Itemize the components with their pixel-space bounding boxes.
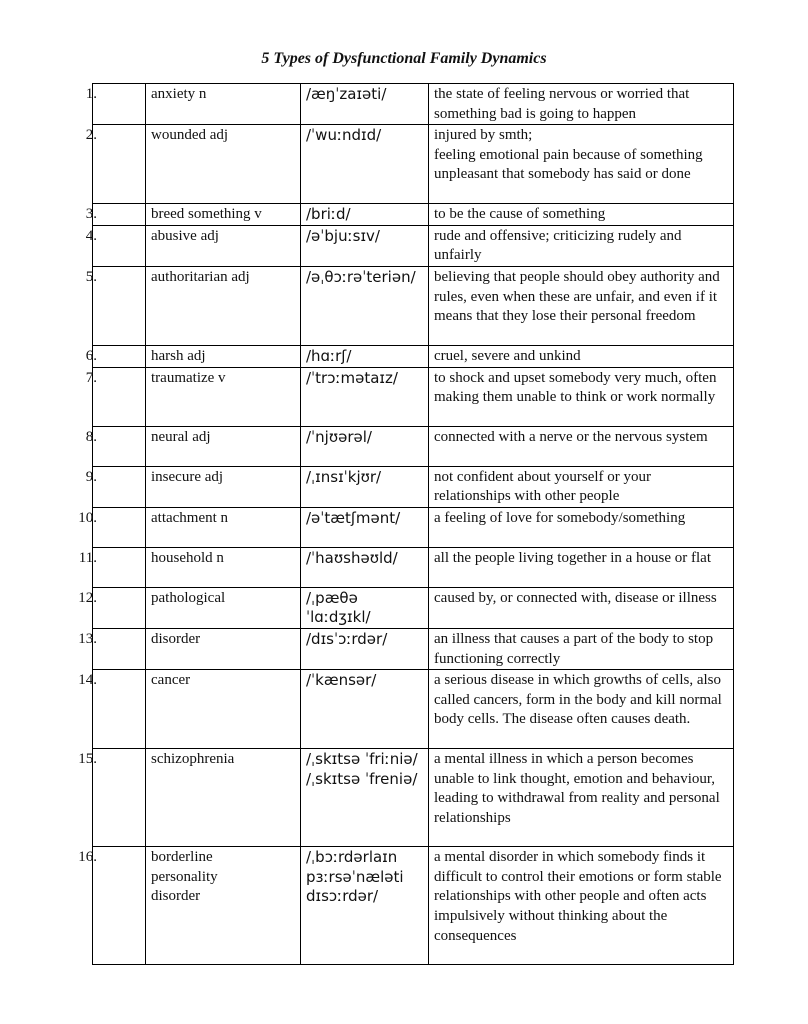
transcription: /ˌbɔːrdərlaɪn pɜːrsəˈnæləti dɪsɔːrdər/: [306, 848, 404, 906]
table-row: [93, 749, 734, 847]
row-number: 14.: [78, 672, 97, 689]
word: borderline personality disorder: [151, 849, 218, 905]
word-cell: [146, 507, 301, 547]
transcription-cell: [301, 266, 429, 345]
table-row: [93, 628, 734, 669]
word-cell: [146, 587, 301, 628]
transcription-cell: [301, 587, 429, 628]
word-cell: [146, 204, 301, 226]
word: disorder: [151, 630, 201, 647]
table-row: [93, 670, 734, 749]
word-cell: [146, 345, 301, 367]
word: breed something v: [151, 206, 262, 223]
definition-cell: [429, 547, 734, 587]
row-number: 5.: [85, 268, 97, 285]
transcription: /ˌɪnsɪˈkjʊr/: [306, 467, 382, 486]
definition: connected with a nerve or the nervous system: [434, 428, 708, 445]
definition: a mental disorder in which somebody finds it difficult to control their emotions or form stable relationships with other people and often acts impulsively without thinking about the consequences: [434, 849, 722, 944]
word-cell: [146, 670, 301, 749]
word: pathological: [151, 589, 226, 606]
vocabulary-table: [78, 83, 734, 965]
row-number: 2.: [85, 127, 97, 144]
word-cell: [146, 225, 301, 266]
transcription-cell: [301, 628, 429, 669]
word-cell: [146, 125, 301, 204]
transcription: /əˈbjuːsɪv/: [306, 226, 380, 245]
table-row: [93, 587, 734, 628]
transcription: /hɑːrʃ/: [306, 346, 352, 365]
definition: to shock and upset somebody very much, often making them unable to think or work normally: [434, 369, 717, 406]
transcription: /ˌskɪtsə ˈfriːniə/ /ˌskɪtsə ˈfreniə/: [306, 750, 418, 788]
transcription: /əˌθɔːrəˈteriən/: [306, 267, 416, 286]
definition: believing that people should obey authority and rules, even when these are unfair, and even if it means that they lose their personal freedom: [434, 268, 720, 325]
blank-cell: [85, 125, 146, 204]
blank-cell: [85, 204, 146, 226]
definition-cell: [429, 204, 734, 226]
definition-cell: [429, 225, 734, 266]
row-number: 12.: [78, 589, 97, 606]
row-number: 4.: [85, 227, 97, 244]
transcription: /briːd/: [306, 205, 351, 224]
word-cell: [146, 84, 301, 125]
transcription: /ˈkænsər/: [306, 671, 377, 690]
blank-cell: [85, 225, 146, 266]
row-number: 3.: [85, 206, 97, 223]
row-number: 7.: [85, 369, 97, 386]
transcription-cell: [301, 225, 429, 266]
word: authoritarian adj: [151, 268, 250, 285]
row-number: 11.: [78, 549, 97, 566]
word-cell: [146, 426, 301, 466]
table-row: [93, 426, 734, 466]
definition-cell: [429, 587, 734, 628]
word-cell: [146, 466, 301, 507]
definition-cell: [429, 367, 734, 426]
table-row: [93, 84, 734, 125]
table-row: [93, 204, 734, 226]
definition: a feeling of love for somebody/something: [434, 509, 686, 526]
word: attachment n: [151, 509, 229, 526]
word: harsh adj: [151, 347, 206, 364]
transcription-cell: [301, 749, 429, 847]
transcription: /ˌpæθə ˈlɑːdʒɪkl/: [306, 588, 371, 627]
table-row: [93, 507, 734, 547]
row-number: 6.: [85, 347, 97, 364]
definition: a mental illness in which a person becomes unable to link thought, emotion and behaviour, leading to withdrawal from reality and personal relationships: [434, 751, 720, 826]
table-row: [93, 466, 734, 507]
definition: to be the cause of something: [434, 206, 606, 223]
transcription-cell: [301, 547, 429, 587]
blank-cell: [78, 547, 146, 587]
word: household n: [151, 549, 224, 566]
definition: the state of feeling nervous or worried that something bad is going to happen: [434, 86, 690, 122]
transcription-cell: [301, 345, 429, 367]
word-cell: [146, 367, 301, 426]
definition: all the people living together in a house or flat: [434, 549, 712, 566]
table-row: [93, 847, 734, 965]
word: wounded adj: [151, 127, 229, 144]
transcription: /æŋˈzaɪəti/: [306, 85, 387, 103]
blank-cell: [85, 466, 146, 507]
transcription-cell: [301, 204, 429, 226]
word: cancer: [151, 672, 191, 689]
transcription-cell: [301, 84, 429, 125]
blank-cell: [78, 628, 146, 669]
row-number: 9.: [85, 468, 97, 485]
blank-cell: [85, 266, 146, 345]
definition: not confident about yourself or your relationships with other people: [434, 468, 652, 505]
transcription: /ˈwuːndɪd/: [306, 126, 382, 145]
definition-cell: [429, 507, 734, 547]
table-row: [93, 367, 734, 426]
word: abusive adj: [151, 227, 219, 244]
word: insecure adj: [151, 468, 224, 485]
transcription: /ˈnjʊərəl/: [306, 427, 372, 446]
definition-cell: [429, 749, 734, 847]
blank-cell: [78, 749, 146, 847]
definition: an illness that causes a part of the body to stop functioning correctly: [434, 630, 714, 667]
blank-cell: [85, 345, 146, 367]
transcription-cell: [301, 847, 429, 965]
transcription: /əˈtætʃmənt/: [306, 508, 401, 527]
word-cell: [146, 749, 301, 847]
table-row: [93, 125, 734, 204]
definition: caused by, or connected with, disease or illness: [434, 589, 717, 606]
word: anxiety n: [151, 86, 207, 102]
definition-cell: [429, 670, 734, 749]
definition-cell: [429, 84, 734, 125]
document-title: 5 Types of Dysfunctional Family Dynamics: [261, 50, 547, 67]
definition-cell: [429, 345, 734, 367]
definition-cell: [429, 426, 734, 466]
blank-cell: [78, 587, 146, 628]
row-number: 13.: [78, 630, 97, 647]
transcription: /ˈhaʊshəʊld/: [306, 548, 398, 567]
definition-cell: [429, 125, 734, 204]
word: traumatize v: [151, 369, 226, 386]
definition: cruel, severe and unkind: [434, 347, 581, 364]
table-row: [93, 266, 734, 345]
transcription: /ˈtrɔːmətaɪz/: [306, 368, 398, 387]
table-row: [93, 547, 734, 587]
blank-cell: [85, 426, 146, 466]
table-row: [93, 345, 734, 367]
definition-cell: [429, 466, 734, 507]
definition: rude and offensive; criticizing rudely and unfairly: [434, 227, 682, 264]
word: schizophrenia: [151, 751, 235, 768]
word-cell: [146, 266, 301, 345]
definition-cell: [429, 847, 734, 965]
row-number: 15.: [78, 751, 97, 768]
word: neural adj: [151, 428, 211, 445]
blank-cell: [78, 670, 146, 749]
definition: a serious disease in which growths of cells, also called cancers, form in the body and kill normal body cells. The disease often causes death.: [434, 672, 722, 728]
table-row: [93, 225, 734, 266]
row-number: 10.: [78, 509, 97, 526]
blank-cell: [78, 847, 146, 965]
row-number: 8.: [85, 428, 97, 445]
vocabulary-table-body: [78, 84, 734, 965]
row-number: 1.: [85, 86, 97, 102]
transcription-cell: [301, 466, 429, 507]
word-cell: [146, 547, 301, 587]
definition-cell: [429, 266, 734, 345]
transcription-cell: [301, 670, 429, 749]
transcription-cell: [301, 367, 429, 426]
transcription-cell: [301, 507, 429, 547]
blank-cell: [85, 367, 146, 426]
word-cell: [146, 847, 301, 965]
blank-cell: [78, 507, 146, 547]
row-number: 16.: [78, 849, 97, 866]
transcription-cell: [301, 125, 429, 204]
transcription-cell: [301, 426, 429, 466]
definition: injured by smth; feeling emotional pain because of something unpleasant that somebody has said or done: [434, 127, 703, 183]
definition-cell: [429, 628, 734, 669]
word-cell: [146, 628, 301, 669]
blank-cell: [85, 84, 146, 125]
transcription: /dɪsˈɔːrdər/: [306, 629, 388, 648]
